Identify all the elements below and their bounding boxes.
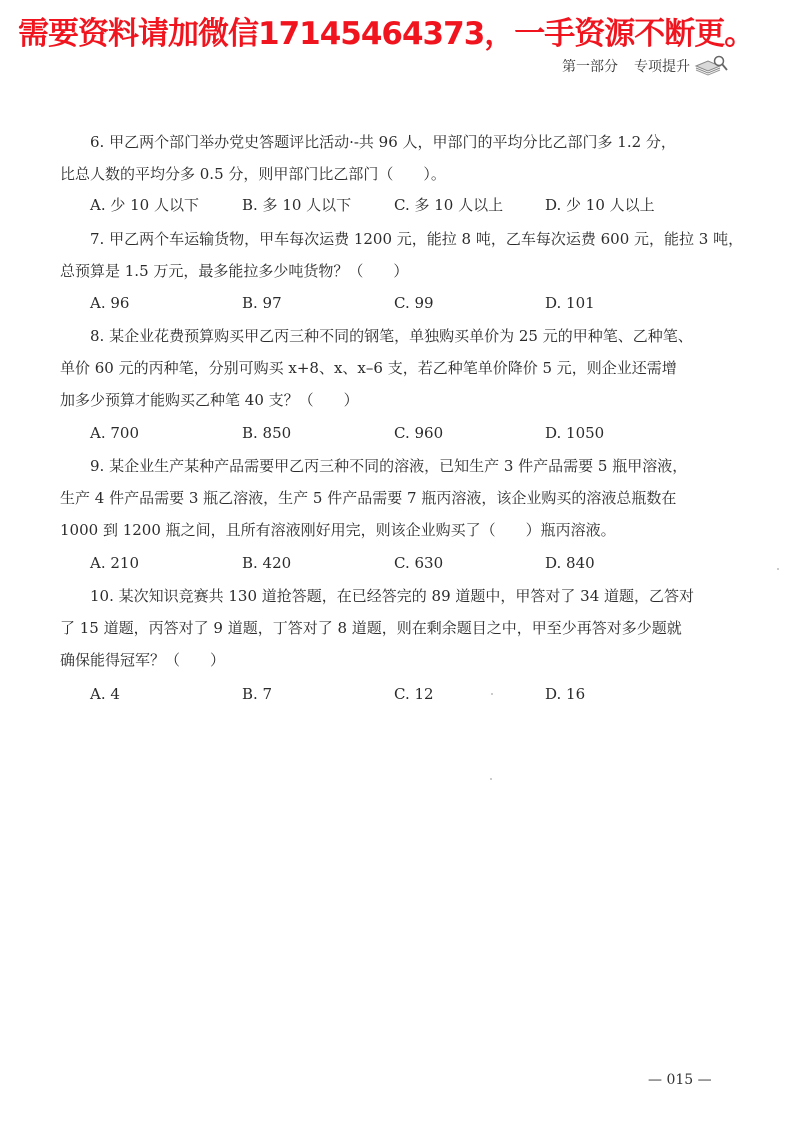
scan-speck (490, 778, 492, 780)
option-a: A. 210 (90, 554, 139, 572)
option-b: B. 97 (242, 294, 282, 312)
question-6 (60, 126, 700, 190)
option-b: B. 多 10 人以下 (242, 196, 352, 214)
option-a: A. 少 10 人以下 (90, 196, 199, 214)
option-d: D. 101 (545, 294, 595, 312)
option-c: C. 多 10 人以上 (394, 196, 504, 214)
question-6-options (90, 190, 690, 220)
option-c: C. 960 (394, 424, 444, 442)
option-d: D. 16 (545, 685, 586, 703)
header-part: 第一部分 (562, 59, 618, 75)
option-a: A. 700 (90, 424, 139, 442)
question-text-line: 10. 某次知识竞赛共 130 道抢答题，在已经答完的 89 道题中，甲答对了 34 道题，乙答对 (90, 587, 695, 605)
watermark-banner: 需要资料请加微信17145464373，一手资源不断更。 (18, 16, 755, 52)
question-text-line: 总预算是 1.5 万元，最多能拉多少吨货物？（ ） (60, 262, 409, 280)
question-7 (60, 223, 744, 287)
question-text-line: 9. 某企业生产某种产品需要甲乙丙三种不同的溶液，已知生产 3 件产品需要 5 瓶甲溶液， (90, 457, 688, 475)
option-c: C. 99 (394, 294, 434, 312)
option-b: B. 7 (242, 685, 273, 703)
question-10 (60, 580, 700, 676)
question-text-line: 7. 甲乙两个车运输货物，甲车每次运费 1200 元，能拉 8 吨，乙车每次运费 600 元，能拉 3 吨， (90, 230, 744, 248)
question-text-line: 加多少预算才能购买乙种笔 40 支？（ ） (60, 391, 359, 409)
question-8 (60, 320, 700, 416)
question-9 (60, 450, 700, 546)
option-c: C. 630 (394, 554, 444, 572)
question-10-options (90, 679, 690, 709)
option-c: C. 12 (394, 685, 434, 703)
question-text-line: 1000 到 1200 瓶之间，且所有溶液刚好用完，则该企业购买了（ ）瓶丙溶液。 (60, 521, 616, 539)
scan-speck (491, 693, 493, 695)
page-number: — 015 — (648, 1072, 712, 1088)
option-a: A. 4 (90, 685, 120, 703)
scan-speck (777, 568, 779, 570)
running-header (562, 56, 690, 76)
question-7-options (90, 288, 690, 318)
option-d: D. 少 10 人以上 (545, 196, 655, 214)
option-d: D. 840 (545, 554, 595, 572)
header-section: 专项提升 (634, 59, 690, 75)
book-magnifier-icon (694, 52, 728, 78)
option-a: A. 96 (90, 294, 130, 312)
question-text-line: 6. 甲乙两个部门举办党史答题评比活动·-共 96 人，甲部门的平均分比乙部门多 1.2 分， (90, 133, 676, 151)
question-text-line: 了 15 道题，丙答对了 9 道题，丁答对了 8 道题，则在剩余题目之中，甲至少再答对多少题就 (60, 619, 682, 637)
question-text-line: 生产 4 件产品需要 3 瓶乙溶液，生产 5 件产品需要 7 瓶丙溶液，该企业购买的溶液总瓶数在 (60, 489, 677, 507)
option-b: B. 420 (242, 554, 292, 572)
question-text-line: 8. 某企业花费预算购买甲乙丙三种不同的钢笔，单独购买单价为 25 元的甲种笔、乙种笔、 (90, 327, 693, 345)
question-text-line: 确保能得冠军？（ ） (60, 651, 226, 669)
question-text-line: 比总人数的平均分多 0.5 分，则甲部门比乙部门（ ）。 (60, 165, 446, 183)
question-8-options (90, 418, 690, 448)
question-9-options (90, 548, 690, 578)
option-b: B. 850 (242, 424, 292, 442)
question-text-line: 单价 60 元的丙种笔，分别可购买 x+8、x、x–6 支，若乙种笔单价降价 5 元，则企业还需增 (60, 359, 677, 377)
option-d: D. 1050 (545, 424, 605, 442)
